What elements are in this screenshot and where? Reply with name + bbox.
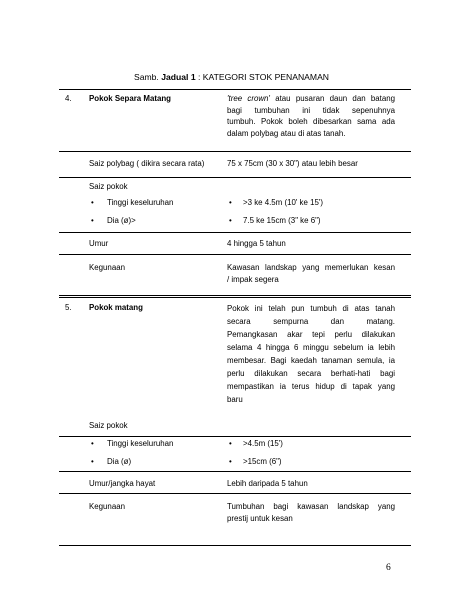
table-bottom-rule <box>59 545 411 546</box>
use-label: Kegunaan <box>89 502 125 511</box>
row-divider <box>59 436 411 437</box>
size-label: Saiz pokok <box>89 182 128 191</box>
description-line: 'tree crown' atau pusaran daun dan batang <box>227 94 396 103</box>
height-value: >4.5m (15') <box>243 439 283 448</box>
description-line: tumbuh. Pokok boleh dibesarkan sama ada <box>227 117 395 127</box>
use-value <box>227 501 395 524</box>
description-line: perlu dilakukan secara berhati-hati bagi <box>227 369 395 378</box>
row-divider <box>59 151 411 152</box>
section-description <box>227 93 395 140</box>
use-line: prestij untuk kesan <box>227 513 293 523</box>
use-line: Kawasan landskap yang memerlukan kesan <box>227 263 395 272</box>
use-line: Tumbuhan bagi kawasan landskap yang <box>227 502 395 511</box>
height-label: Tinggi keseluruhan <box>107 439 174 448</box>
page-number: 6 <box>386 563 391 573</box>
description-line: secara sempurna dan matang. <box>227 317 395 326</box>
diameter-value: 7.5 ke 15cm (3" ke 6") <box>243 216 321 225</box>
bullet-icon: • <box>91 457 94 466</box>
description-line: baru <box>227 395 243 404</box>
caption-table-label: Jadual 1 <box>161 72 196 82</box>
description-term: 'tree crown' <box>227 94 270 103</box>
caption-title: : KATEGORI STOK PENANAMAN <box>198 72 330 82</box>
description-line: Pokok ini telah pun tumbuh di atas tanah <box>227 304 395 313</box>
bullet-icon: • <box>229 457 232 466</box>
size-label: Saiz pokok <box>89 421 128 430</box>
row-divider <box>59 254 411 255</box>
use-line: / impak segera <box>227 274 279 284</box>
description-line: selama 4 hingga 6 minggu sebelum ia lebih <box>227 343 395 352</box>
description-line: Pemangkasan akar tepi perlu dilakukan <box>227 330 395 339</box>
height-label: Tinggi keseluruhan <box>107 198 174 207</box>
diameter-value: >15cm (6") <box>243 457 282 466</box>
polybag-value: 75 x 75cm (30 x 30") atau lebih besar <box>227 159 358 168</box>
row-divider <box>59 471 411 472</box>
section-number: 4. <box>65 94 72 103</box>
description-line: bagi tumbuhan ini tidak sepenuhnya <box>227 105 395 115</box>
section-description <box>227 302 395 406</box>
bullet-icon: • <box>229 216 232 225</box>
bullet-icon: • <box>229 198 232 207</box>
polybag-label: Saiz polybag ( dikira secara rata) <box>89 159 205 168</box>
use-label: Kegunaan <box>89 263 125 272</box>
row-divider <box>59 177 411 178</box>
section-title: Pokok matang <box>89 303 143 312</box>
age-label: Umur <box>89 239 109 248</box>
section-title: Pokok Separa Matang <box>89 94 172 103</box>
row-divider <box>59 493 411 494</box>
diameter-label: Dia (ø)> <box>107 216 136 225</box>
age-value: 4 hingga 5 tahun <box>227 239 286 248</box>
caption-prefix: Samb. <box>133 72 159 82</box>
row-divider <box>59 232 411 233</box>
description-line: mempastikan ia terus hidup di tapak yang <box>227 382 395 391</box>
age-label: Umur/jangka hayat <box>89 479 156 488</box>
bullet-icon: • <box>229 439 232 448</box>
section-divider <box>59 295 411 298</box>
use-value <box>227 262 395 285</box>
bullet-icon: • <box>91 439 94 448</box>
table-caption <box>0 72 463 82</box>
bullet-icon: • <box>91 216 94 225</box>
bullet-icon: • <box>91 198 94 207</box>
table-top-rule <box>59 89 411 90</box>
section-number: 5. <box>65 303 72 312</box>
description-line: dalam polybag atau di atas tanah. <box>227 129 346 139</box>
age-value: Lebih daripada 5 tahun <box>227 479 308 488</box>
diameter-label: Dia (ø) <box>107 457 132 466</box>
description-line: membesar. Bagi kaedah tanaman semula, ia <box>227 356 395 365</box>
height-value: >3 ke 4.5m (10' ke 15') <box>243 198 323 207</box>
